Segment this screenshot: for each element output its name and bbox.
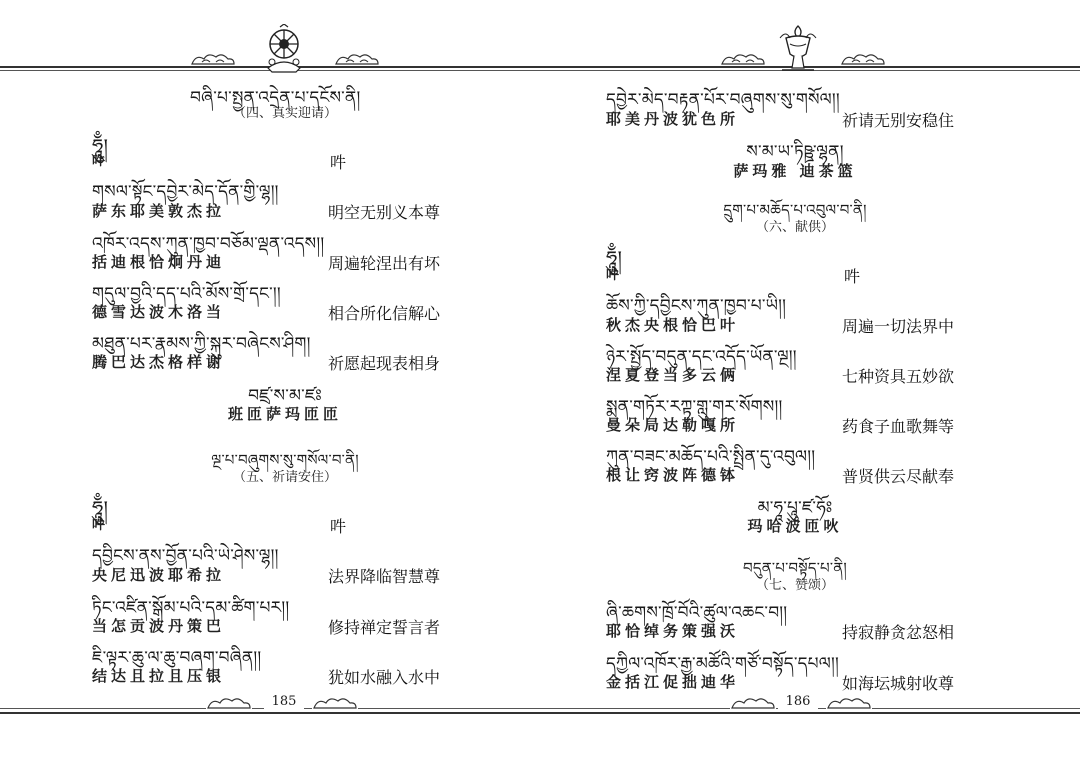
verse-tibetan: གསལ་སྟོང་དབྱེར་མེད་དོན་གྱི་ལྷ།། [92, 182, 279, 202]
verse-transliteration: 秋杰央根恰巴叶 [606, 316, 740, 334]
cloud-ornament-icon [826, 694, 872, 712]
cloud-ornament-icon [334, 50, 380, 68]
verse-transliteration: 曼朵局达勒嘎所 [606, 416, 740, 434]
verse-chinese: 周遍轮涅出有坏 [328, 254, 441, 273]
footer-rule [540, 712, 1080, 714]
section-title-tibetan: བཞི་པ་སྤྱན་འདྲེན་པ་དངོས་ནི། [190, 88, 361, 108]
verse-chinese: 七种资具五妙欲 [842, 367, 955, 386]
verse-tibetan: གདུལ་བྱའི་དད་པའི་མོས་གྲོ་དང་།། [92, 284, 281, 304]
mantra-tibetan: མ་ཧཱ་པཱུ་ཛ་ཧོཿ [757, 498, 833, 518]
verse-transliteration: 德雪达波木洛当 [92, 303, 226, 321]
verse-chinese: 如海坛城射收尊 [842, 674, 955, 693]
verse-chinese: 法界降临智慧尊 [328, 567, 441, 586]
hum-chinese: 吽 [330, 153, 347, 172]
verse-chinese: 普贤供云尽献奉 [842, 467, 955, 486]
verse-tibetan: མཐུན་པར་རྣམས་ཀྱི་སྐུར་བཞེངས་ཤིག། [92, 334, 311, 354]
section-title-tibetan: དྲུག་པ་མཆོད་པ་འབུལ་བ་ནི། [723, 201, 867, 219]
page-number: 185 [264, 694, 304, 709]
verse-transliteration: 根让窍波阵德钵 [606, 466, 740, 484]
verse-chinese: 周遍一切法界中 [842, 317, 955, 336]
verse-chinese: 相合所化信解心 [328, 304, 441, 323]
seed-syllable-tibetan: ཧཱུྃ། [92, 496, 109, 520]
verse-chinese: 犹如水融入水中 [328, 668, 441, 687]
verse-chinese: 祈请无别安稳住 [842, 111, 955, 130]
treasure-vase-icon [776, 24, 820, 74]
verse-tibetan: དབྱེར་མེད་བརྟན་པོར་བཞུགས་སུ་གསོལ།། [606, 90, 840, 110]
hum-transliteration: 吽 [92, 154, 110, 169]
cloud-ornament-icon [840, 50, 886, 68]
verse-transliteration: 当怎贡波丹策巴 [92, 617, 226, 635]
dharma-wheel-icon [262, 24, 306, 74]
verse-transliteration: 结达且拉且压银 [92, 667, 226, 685]
section-title-chinese: （五、祈请安住） [232, 470, 337, 485]
mantra-tibetan: བཛྲ་ས་མ་ཛཿ [248, 386, 322, 406]
verse-tibetan: དཀྱིལ་འཁོར་རྒྱ་མཚོའི་གཙོ་བསྟོད་དཔལ།། [606, 654, 839, 674]
verse-tibetan: ཆོས་ཀྱི་དབྱིངས་ཀུན་ཁྱབ་པ་ཡི།། [606, 296, 787, 316]
section-title-tibetan: ལྔ་པ་བཞུགས་སུ་གསོལ་བ་ནི། [211, 451, 359, 469]
cloud-ornament-icon [206, 694, 252, 712]
section-title-chinese: （七、赞颂） [755, 578, 834, 593]
verse-tibetan: དབྱིངས་ནས་བྱོན་པའི་ཡེ་ཤེས་ལྷ།། [92, 546, 279, 566]
page-number: 186 [778, 694, 818, 709]
right-page [540, 0, 1080, 764]
verse-transliteration: 涅夏登当多云俩 [606, 366, 740, 384]
verse-transliteration: 央尼迅波耶希拉 [92, 566, 226, 584]
verse-tibetan: ཏིང་འཛིན་སྒོམ་པའི་དམ་ཚིག་པར།། [92, 598, 290, 618]
mantra-transliteration: 班匝萨玛匝匝 [227, 405, 342, 423]
section-title-chinese: （四、真实迎请） [232, 106, 337, 121]
mantra-tibetan: ས་མ་ཡ་ཏིཥྛ་ལྷན། [746, 142, 844, 162]
verse-chinese: 药食子血歌舞等 [842, 417, 955, 436]
verse-chinese: 祈愿起现表相身 [328, 354, 441, 373]
mantra-transliteration: 萨玛雅 迪茶篮 [733, 162, 857, 180]
seed-syllable-tibetan: ཧཱུྃ། [92, 134, 109, 158]
verse-chinese: 修持禅定誓言者 [328, 618, 441, 637]
hum-chinese: 吽 [330, 517, 347, 536]
verse-tibetan: འཁོར་འདས་ཀུན་ཁྱབ་བཅོམ་ལྡན་འདས།། [92, 234, 325, 254]
verse-transliteration: 萨东耶美敦杰拉 [92, 202, 226, 220]
mantra-transliteration: 玛哈波匝吙 [747, 517, 843, 535]
verse-tibetan: སྨན་གཏོར་རཀྟ་གླུ་གར་སོགས།། [606, 397, 783, 417]
verse-transliteration: 金括江促拙迪华 [606, 673, 740, 691]
verse-transliteration: 腾巴达杰格样谢 [92, 353, 226, 371]
verse-tibetan: ཞི་ཆགས་ཁྲོ་བོའི་ཚུལ་འཆང་བ།། [606, 603, 788, 623]
section-title-tibetan: བདུན་པ་བསྟོད་པ་ནི། [743, 559, 847, 577]
verse-tibetan: ཀུན་བཟང་མཆོད་པའི་སྤྲིན་དུ་འབུལ།། [606, 447, 816, 467]
cloud-ornament-icon [190, 50, 236, 68]
section-title-chinese: （六、献供） [755, 220, 834, 235]
verse-chinese: 明空无别义本尊 [328, 203, 441, 222]
hum-chinese: 吽 [844, 267, 861, 286]
verse-chinese: 持寂静贪忿怒相 [842, 623, 955, 642]
verse-tibetan: ཇི་ལྟར་ཆུ་ལ་ཆུ་བཞག་བཞིན།། [92, 648, 262, 668]
verse-tibetan: ཉེར་སྤྱོད་བདུན་དང་འདོད་ཡོན་ལྔ།། [606, 347, 797, 367]
verse-transliteration: 耶恰绰务策强沃 [606, 622, 740, 640]
verse-transliteration: 耶美丹波犹色所 [606, 110, 740, 128]
hum-transliteration: 吽 [606, 268, 624, 283]
cloud-ornament-icon [312, 694, 358, 712]
cloud-ornament-icon [720, 50, 766, 68]
verse-transliteration: 括迪根恰炯丹迪 [92, 253, 226, 271]
cloud-ornament-icon [730, 694, 776, 712]
hum-transliteration: 吽 [92, 518, 110, 533]
footer-rule [0, 712, 540, 714]
seed-syllable-tibetan: ཧཱུྃ། [606, 246, 623, 270]
